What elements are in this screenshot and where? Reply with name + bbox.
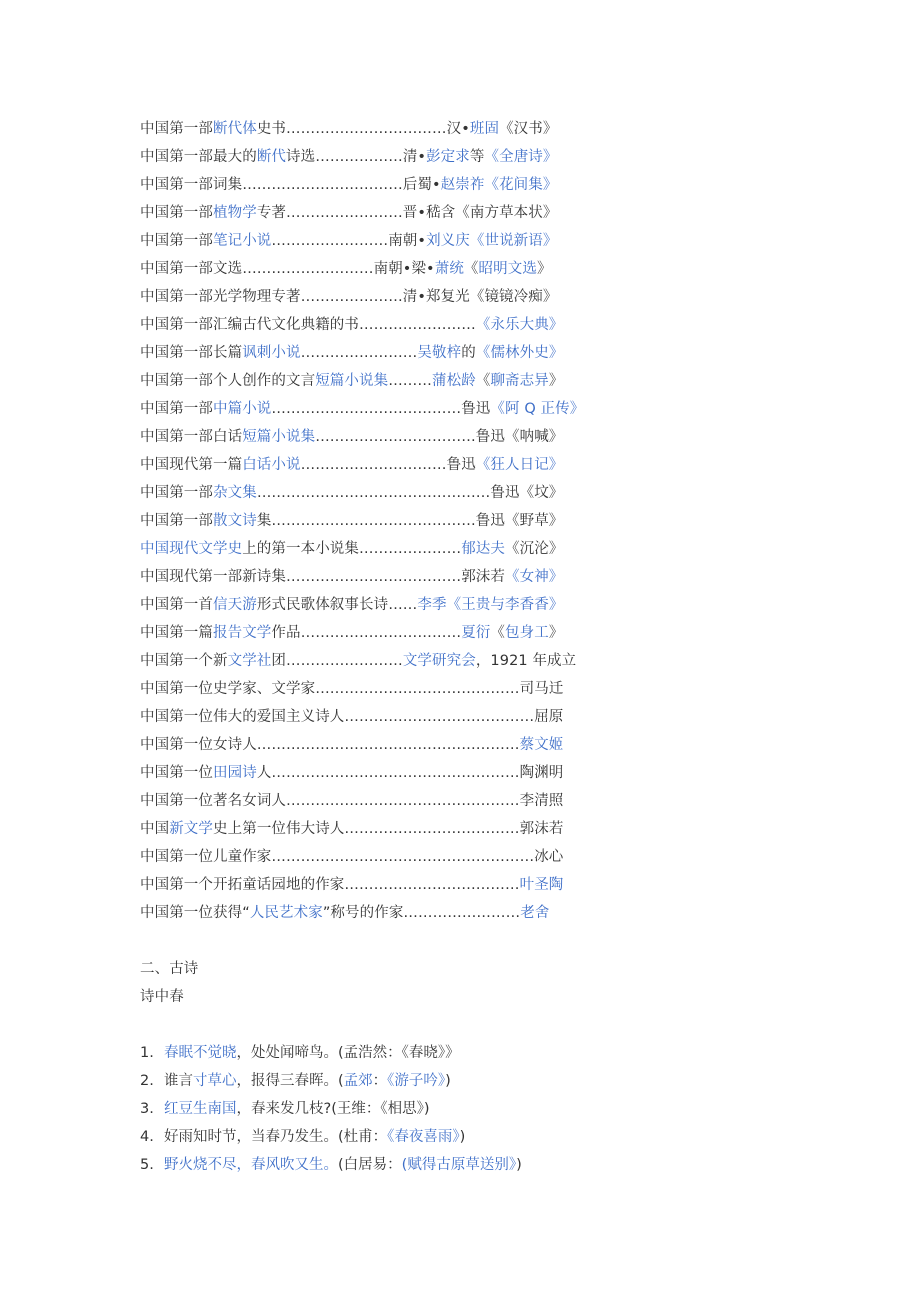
- text-segment: 史上第一位伟大诗人………………………………郭沫若: [213, 821, 564, 837]
- list-item: [140, 843, 840, 871]
- poem-number: 3.: [140, 1101, 154, 1117]
- term-link[interactable]: 文学社: [227, 653, 272, 669]
- term-link[interactable]: 文学研究会: [402, 653, 476, 669]
- term-link[interactable]: 老舍: [520, 905, 550, 921]
- text-segment: 中国第一部词集……………………………后蜀•: [140, 177, 441, 193]
- text-segment: ，报得三春晖。(: [236, 1073, 344, 1089]
- term-link[interactable]: 春眠不觉晓: [164, 1045, 237, 1061]
- list-item: [140, 283, 840, 311]
- text-segment: 集……………………………………鲁迅《野草》: [256, 513, 564, 529]
- poem-number: 1.: [140, 1045, 154, 1061]
- list-item: [140, 171, 840, 199]
- list-item: [140, 563, 840, 591]
- term-link[interactable]: 野火烧不尽，春风吹又生。: [164, 1157, 338, 1173]
- text-segment: 中国第一位儿童作家………………………………………………冰心: [140, 849, 564, 865]
- text-segment: 中国第一部: [140, 485, 213, 501]
- list-item: [140, 339, 840, 367]
- term-link[interactable]: 孟郊: [343, 1073, 373, 1089]
- list-item: [140, 115, 840, 143]
- text-segment: 》: [548, 373, 564, 389]
- list-item: [140, 507, 840, 535]
- text-segment: 中国第一个开拓童话园地的作家………………………………: [140, 877, 520, 893]
- text-segment: 中国第一部最大的: [140, 149, 257, 165]
- poem-line: [140, 1095, 840, 1123]
- text-segment: 团……………………: [271, 653, 403, 669]
- term-link[interactable]: 《世说新语》: [469, 233, 558, 249]
- text-segment: 中国第一个新: [140, 653, 228, 669]
- text-segment: 人……………………………………………陶渊明: [256, 765, 564, 781]
- text-segment: 中国第一部光学物理专著…………………清•郑复光《镜镜冷痴》: [140, 289, 558, 305]
- term-link[interactable]: 彭定求: [426, 149, 470, 165]
- text-segment: …………………………………………鲁迅《坟》: [256, 485, 564, 501]
- term-link[interactable]: 蔡文姬: [519, 737, 564, 753]
- term-link[interactable]: 叶圣陶: [519, 877, 564, 893]
- list-item: [140, 899, 840, 927]
- term-link[interactable]: 昭明文选: [478, 261, 537, 277]
- term-link[interactable]: 田园诗: [213, 765, 257, 781]
- text-segment: 作品……………………………: [271, 625, 462, 641]
- text-segment: 》: [536, 261, 552, 277]
- poem-line: [140, 1039, 840, 1067]
- text-segment: 专著……………………晋•嵇含《南方草本状》: [256, 205, 558, 221]
- text-segment: 中国第一部: [140, 205, 213, 221]
- text-segment: 中国第一部文选………………………南朝•梁•: [140, 261, 435, 277]
- text-segment: 中国第一部: [140, 233, 213, 249]
- text-segment: 中国第一位史学家、文学家……………………………………司马迁: [140, 681, 564, 697]
- term-link[interactable]: 《春夜喜雨》: [387, 1129, 460, 1145]
- poem-number: 5.: [140, 1157, 154, 1173]
- term-link[interactable]: 中国现代文学史: [140, 541, 243, 557]
- text-segment: 中国第一位著名女词人…………………………………………李清照: [140, 793, 564, 809]
- list-item: [140, 787, 840, 815]
- text-segment: 中国现代第一篇: [140, 457, 243, 473]
- text-segment: 上的第一本小说集…………………: [242, 541, 462, 557]
- text-segment: 中国第一部: [140, 121, 213, 137]
- term-link[interactable]: 短篇小说集: [315, 373, 389, 389]
- text-segment: (白居易：: [338, 1157, 402, 1173]
- list-item: [140, 619, 840, 647]
- spacer: [140, 1011, 840, 1039]
- text-segment: ……………………………鲁迅《呐喊》: [315, 429, 564, 445]
- term-link[interactable]: 聊斋志异: [490, 373, 549, 389]
- text-segment: 谁言: [164, 1073, 193, 1089]
- text-segment: 好雨知时节，当春乃发生。(杜甫：: [164, 1129, 388, 1145]
- term-link[interactable]: 《王贵与李香香》: [446, 597, 564, 613]
- term-link[interactable]: 班固: [469, 121, 500, 137]
- list-item: [140, 395, 840, 423]
- text-segment: 的: [461, 345, 476, 361]
- text-segment: …………………………鲁迅: [300, 457, 476, 473]
- term-link[interactable]: 笔记小说: [213, 233, 272, 249]
- text-segment: ): [445, 1073, 451, 1089]
- term-link[interactable]: 赵崇祚: [440, 177, 485, 193]
- term-link[interactable]: 郁达夫: [461, 541, 506, 557]
- text-segment: 《: [475, 373, 491, 389]
- text-segment: 中国第一位: [140, 765, 213, 781]
- term-link[interactable]: 萧统: [434, 261, 464, 277]
- term-link[interactable]: 蒲松龄: [432, 373, 476, 389]
- text-segment: 中国第一部长篇: [140, 345, 243, 361]
- list-item: [140, 871, 840, 899]
- text-segment: ………: [388, 373, 433, 389]
- text-segment: 中国: [140, 821, 170, 837]
- list-item: [140, 675, 840, 703]
- list-item: [140, 199, 840, 227]
- list-item: [140, 815, 840, 843]
- list-item: [140, 759, 840, 787]
- spacer: [140, 927, 840, 955]
- text-segment: 《汉书》: [499, 121, 558, 137]
- text-segment: ”称号的作家……………………: [322, 905, 521, 921]
- text-segment: ：: [372, 1073, 388, 1089]
- document-body: [140, 115, 840, 1179]
- text-segment: 诗选………………清•: [286, 149, 427, 165]
- term-link[interactable]: 《全唐诗》: [484, 149, 558, 165]
- term-link[interactable]: 散文诗: [213, 513, 257, 529]
- poem-list: [140, 1039, 840, 1179]
- text-segment: 中国第一位获得“: [140, 905, 250, 921]
- poem-line: [140, 1151, 840, 1179]
- list-item: [140, 143, 840, 171]
- term-link[interactable]: 寸草心: [193, 1073, 237, 1089]
- list-item: [140, 367, 840, 395]
- term-link[interactable]: (赋得古原草送别》: [401, 1157, 517, 1173]
- text-segment: 《: [463, 261, 479, 277]
- list-item: [140, 647, 840, 675]
- term-link[interactable]: 讽刺小说: [242, 345, 301, 361]
- term-link[interactable]: 李季: [417, 597, 447, 613]
- list-item: [140, 423, 840, 451]
- term-link[interactable]: 《狂人日记》: [475, 457, 564, 473]
- section-heading: 二、古诗: [140, 961, 199, 977]
- list-item: [140, 227, 840, 255]
- text-segment: 中国第一部: [140, 513, 213, 529]
- firsts-list: [140, 115, 840, 927]
- term-link[interactable]: 红豆生南国: [164, 1101, 237, 1117]
- text-segment: 中国第一部白话: [140, 429, 243, 445]
- term-link[interactable]: 《女神》: [505, 569, 564, 585]
- text-segment: ): [516, 1157, 522, 1173]
- text-segment: 中国第一部: [140, 401, 213, 417]
- text-segment: 中国第一位女诗人………………………………………………: [140, 737, 520, 753]
- text-segment: 中国第一位伟大的爱国主义诗人…………………………………屈原: [140, 709, 564, 725]
- text-segment: 《: [490, 625, 506, 641]
- list-item: [140, 731, 840, 759]
- text-segment: ，处处闻啼鸟。(孟浩然：《春晓》》: [236, 1045, 460, 1061]
- list-item: [140, 535, 840, 563]
- text-segment: ，春来发几枝?(王维：《相思》): [236, 1101, 430, 1117]
- term-link[interactable]: 中篇小说: [213, 401, 272, 417]
- text-segment: ……………………南朝•: [271, 233, 427, 249]
- term-link[interactable]: 吴敬梓: [417, 345, 462, 361]
- poem-number: 4.: [140, 1129, 154, 1145]
- term-link[interactable]: 植物学: [213, 205, 257, 221]
- term-link[interactable]: 新文学: [169, 821, 214, 837]
- text-segment: 中国第一部汇编古代文化典籍的书……………………: [140, 317, 476, 333]
- text-segment: 中国现代第一部新诗集………………………………郭沫若: [140, 569, 505, 585]
- term-link[interactable]: 《阿 Q 正传》: [490, 401, 585, 417]
- text-segment: ……………………………汉•: [286, 121, 470, 137]
- list-item: [140, 311, 840, 339]
- text-segment: 等: [469, 149, 485, 165]
- section-subheading: 诗中春: [140, 989, 184, 1005]
- term-link[interactable]: 短篇小说集: [242, 429, 316, 445]
- term-link[interactable]: 杂文集: [213, 485, 257, 501]
- poem-line: [140, 1067, 840, 1095]
- text-segment: ……………………: [300, 345, 418, 361]
- term-link[interactable]: 断代: [256, 149, 287, 165]
- term-link[interactable]: 《游子吟》: [387, 1073, 446, 1089]
- poem-number: 2.: [140, 1073, 154, 1089]
- list-item: [140, 703, 840, 731]
- term-link[interactable]: 夏衍: [461, 625, 491, 641]
- text-segment: 中国第一首: [140, 597, 213, 613]
- term-link[interactable]: 信天游: [213, 597, 257, 613]
- term-link[interactable]: 刘义庆: [426, 233, 470, 249]
- text-segment: 史书: [256, 121, 287, 137]
- text-segment: …………………………………鲁迅: [271, 401, 491, 417]
- list-item: [140, 479, 840, 507]
- text-segment: 中国第一部个人创作的文言: [140, 373, 316, 389]
- list-item: [140, 591, 840, 619]
- list-item: [140, 451, 840, 479]
- text-segment: 》: [548, 625, 564, 641]
- term-link[interactable]: 包身工: [505, 625, 549, 641]
- text-segment: ，1921 年成立: [475, 653, 577, 669]
- term-link[interactable]: 《永乐大典》: [475, 317, 564, 333]
- term-link[interactable]: 《儒林外史》: [475, 345, 564, 361]
- text-segment: 形式民歌体叙事长诗……: [256, 597, 418, 613]
- poem-line: [140, 1123, 840, 1151]
- text-segment: 《沉沦》: [505, 541, 564, 557]
- term-link[interactable]: 断代体: [213, 121, 257, 137]
- term-link[interactable]: 白话小说: [242, 457, 301, 473]
- list-item: [140, 255, 840, 283]
- text-segment: 中国第一篇: [140, 625, 213, 641]
- term-link[interactable]: 《花间集》: [484, 177, 558, 193]
- text-segment: ): [459, 1129, 466, 1145]
- term-link[interactable]: 报告文学: [213, 625, 272, 641]
- term-link[interactable]: 人民艺术家: [249, 905, 323, 921]
